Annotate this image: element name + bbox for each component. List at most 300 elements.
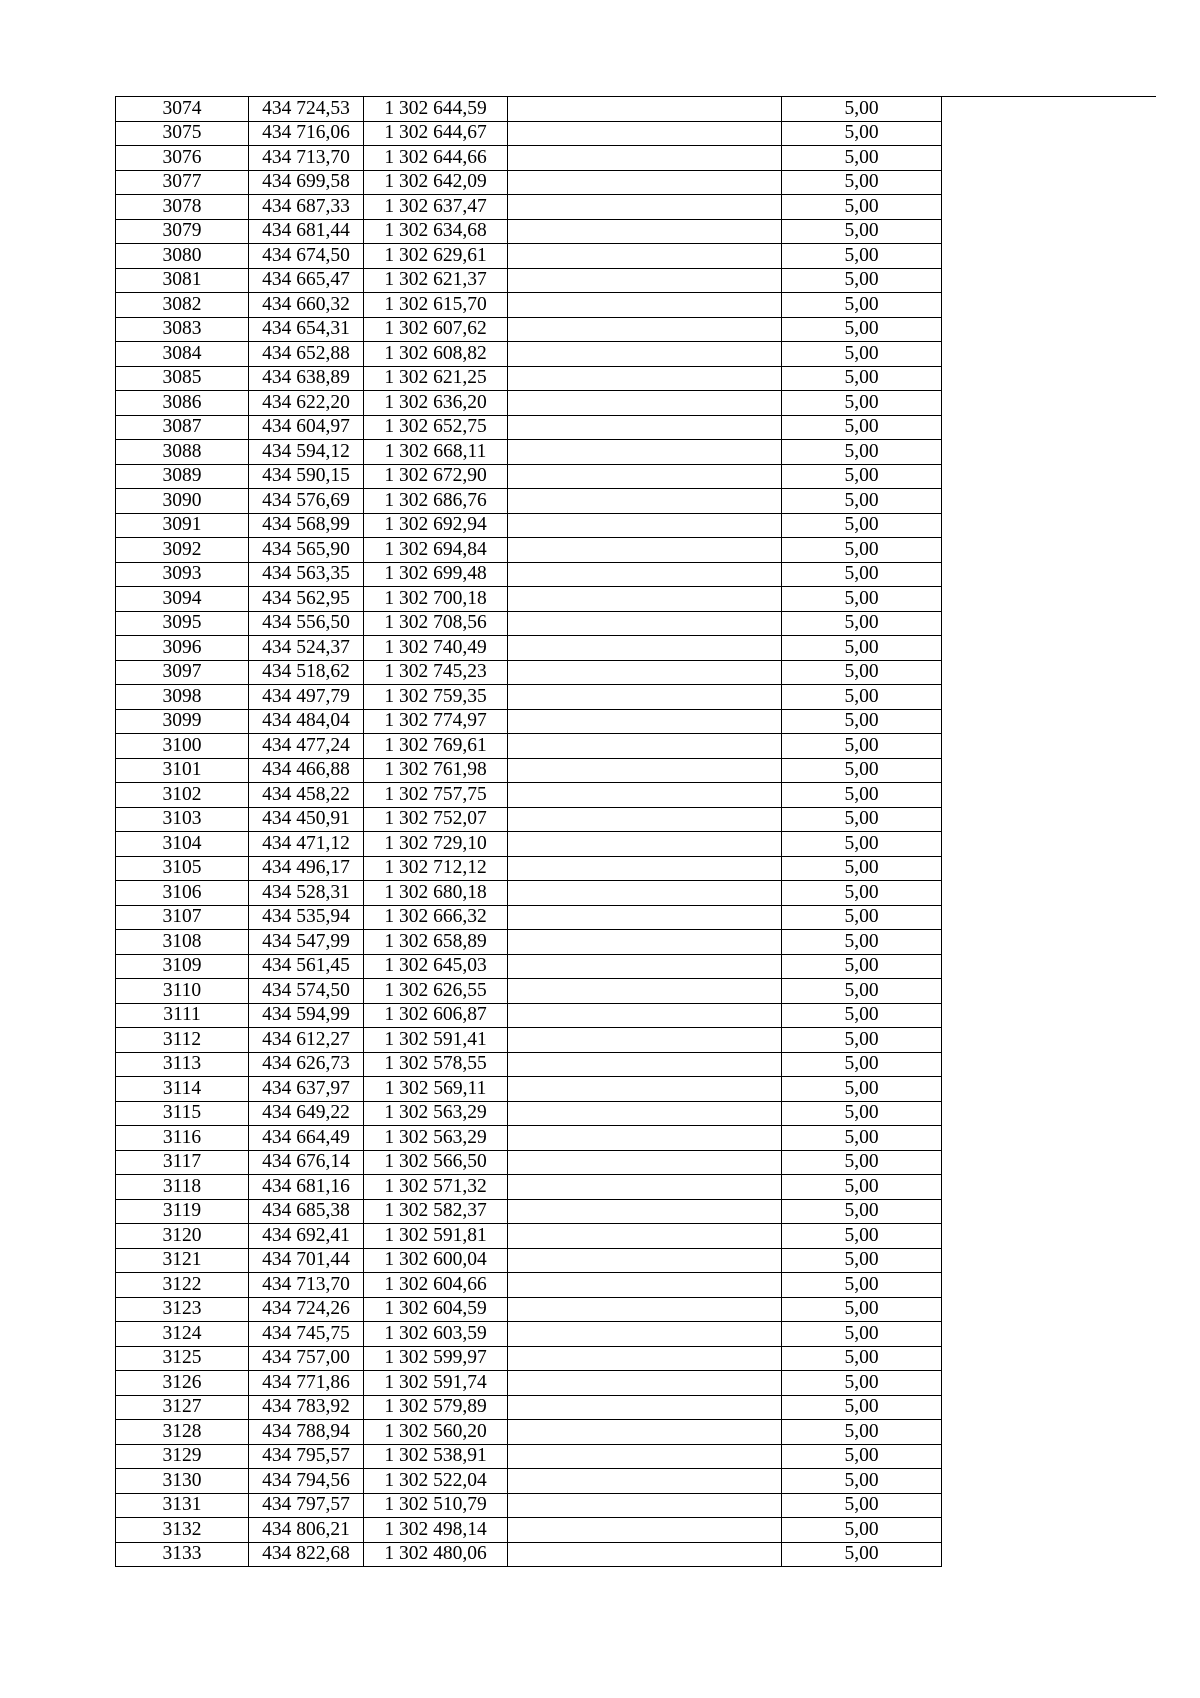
point-number-cell: 3076 (116, 146, 249, 171)
empty-merged-cell (942, 1052, 1157, 1077)
x-coordinate-cell: 434 637,97 (249, 1077, 364, 1102)
point-number-cell: 3096 (116, 636, 249, 661)
value-cell: 5,00 (782, 758, 942, 783)
y-coordinate-cell: 1 302 672,90 (364, 464, 508, 489)
empty-cell (508, 366, 782, 391)
empty-cell (508, 1322, 782, 1347)
y-coordinate-cell: 1 302 666,32 (364, 905, 508, 930)
point-number-cell: 3107 (116, 905, 249, 930)
table-row (116, 538, 1157, 563)
table-row (116, 121, 1157, 146)
value-cell: 5,00 (782, 538, 942, 563)
value-cell: 5,00 (782, 1297, 942, 1322)
y-coordinate-cell: 1 302 606,87 (364, 1003, 508, 1028)
table-row (116, 1371, 1157, 1396)
y-coordinate-cell: 1 302 652,75 (364, 415, 508, 440)
y-coordinate-cell: 1 302 522,04 (364, 1469, 508, 1494)
x-coordinate-cell: 434 562,95 (249, 587, 364, 612)
empty-merged-cell (942, 930, 1157, 955)
point-number-cell: 3092 (116, 538, 249, 563)
table-row (116, 832, 1157, 857)
point-number-cell: 3082 (116, 293, 249, 318)
empty-merged-cell (942, 660, 1157, 685)
table-row (116, 783, 1157, 808)
value-cell: 5,00 (782, 366, 942, 391)
empty-cell (508, 268, 782, 293)
empty-cell (508, 660, 782, 685)
value-cell: 5,00 (782, 489, 942, 514)
point-number-cell: 3087 (116, 415, 249, 440)
y-coordinate-cell: 1 302 621,25 (364, 366, 508, 391)
x-coordinate-cell: 434 477,24 (249, 734, 364, 759)
x-coordinate-cell: 434 676,14 (249, 1150, 364, 1175)
value-cell: 5,00 (782, 1420, 942, 1445)
value-cell: 5,00 (782, 1493, 942, 1518)
table-row (116, 1493, 1157, 1518)
table-row (116, 97, 1157, 122)
empty-cell (508, 244, 782, 269)
empty-merged-cell (942, 905, 1157, 930)
document-page (115, 96, 1156, 1597)
table-row (116, 342, 1157, 367)
point-number-cell: 3097 (116, 660, 249, 685)
point-number-cell: 3126 (116, 1371, 249, 1396)
table-row (116, 1028, 1157, 1053)
value-cell: 5,00 (782, 415, 942, 440)
empty-cell (508, 391, 782, 416)
x-coordinate-cell: 434 466,88 (249, 758, 364, 783)
empty-cell (508, 97, 782, 122)
y-coordinate-cell: 1 302 591,81 (364, 1224, 508, 1249)
table-row (116, 1395, 1157, 1420)
empty-merged-cell (942, 146, 1157, 171)
table-row (116, 1175, 1157, 1200)
point-number-cell: 3116 (116, 1126, 249, 1151)
y-coordinate-cell: 1 302 600,04 (364, 1248, 508, 1273)
table-row (116, 660, 1157, 685)
point-number-cell: 3106 (116, 881, 249, 906)
y-coordinate-cell: 1 302 774,97 (364, 709, 508, 734)
value-cell: 5,00 (782, 1052, 942, 1077)
value-cell: 5,00 (782, 1444, 942, 1469)
value-cell: 5,00 (782, 1003, 942, 1028)
empty-merged-cell (942, 219, 1157, 244)
y-coordinate-cell: 1 302 615,70 (364, 293, 508, 318)
empty-merged-cell (942, 587, 1157, 612)
value-cell: 5,00 (782, 464, 942, 489)
empty-merged-cell (942, 1371, 1157, 1396)
table-row (116, 1003, 1157, 1028)
y-coordinate-cell: 1 302 538,91 (364, 1444, 508, 1469)
y-coordinate-cell: 1 302 644,66 (364, 146, 508, 171)
x-coordinate-cell: 434 681,44 (249, 219, 364, 244)
y-coordinate-cell: 1 302 757,75 (364, 783, 508, 808)
empty-cell (508, 1175, 782, 1200)
table-row (116, 611, 1157, 636)
value-cell: 5,00 (782, 954, 942, 979)
empty-cell (508, 905, 782, 930)
table-row (116, 1101, 1157, 1126)
empty-merged-cell (942, 268, 1157, 293)
empty-merged-cell (942, 1248, 1157, 1273)
value-cell: 5,00 (782, 709, 942, 734)
empty-merged-cell (942, 807, 1157, 832)
empty-merged-cell (942, 881, 1157, 906)
empty-merged-cell (942, 97, 1157, 122)
empty-cell (508, 1273, 782, 1298)
empty-merged-cell (942, 464, 1157, 489)
point-number-cell: 3102 (116, 783, 249, 808)
table-row (116, 856, 1157, 881)
table-row (116, 170, 1157, 195)
empty-merged-cell (942, 293, 1157, 318)
empty-cell (508, 783, 782, 808)
empty-cell (508, 832, 782, 857)
empty-cell (508, 1248, 782, 1273)
y-coordinate-cell: 1 302 645,03 (364, 954, 508, 979)
empty-cell (508, 562, 782, 587)
value-cell: 5,00 (782, 440, 942, 465)
x-coordinate-cell: 434 594,99 (249, 1003, 364, 1028)
x-coordinate-cell: 434 797,57 (249, 1493, 364, 1518)
value-cell: 5,00 (782, 1199, 942, 1224)
point-number-cell: 3109 (116, 954, 249, 979)
y-coordinate-cell: 1 302 629,61 (364, 244, 508, 269)
empty-merged-cell (942, 1322, 1157, 1347)
empty-merged-cell (942, 636, 1157, 661)
y-coordinate-cell: 1 302 644,59 (364, 97, 508, 122)
point-number-cell: 3080 (116, 244, 249, 269)
value-cell: 5,00 (782, 930, 942, 955)
empty-merged-cell (942, 758, 1157, 783)
empty-cell (508, 317, 782, 342)
empty-cell (508, 1420, 782, 1445)
empty-merged-cell (942, 440, 1157, 465)
empty-cell (508, 146, 782, 171)
x-coordinate-cell: 434 622,20 (249, 391, 364, 416)
value-cell: 5,00 (782, 1077, 942, 1102)
x-coordinate-cell: 434 528,31 (249, 881, 364, 906)
table-body (116, 97, 1157, 1567)
empty-cell (508, 1101, 782, 1126)
empty-merged-cell (942, 1150, 1157, 1175)
empty-merged-cell (942, 562, 1157, 587)
point-number-cell: 3129 (116, 1444, 249, 1469)
y-coordinate-cell: 1 302 692,94 (364, 513, 508, 538)
table-row (116, 1297, 1157, 1322)
value-cell: 5,00 (782, 1150, 942, 1175)
table-row (116, 1542, 1157, 1567)
empty-merged-cell (942, 121, 1157, 146)
table-row (116, 146, 1157, 171)
empty-merged-cell (942, 415, 1157, 440)
point-number-cell: 3075 (116, 121, 249, 146)
x-coordinate-cell: 434 716,06 (249, 121, 364, 146)
empty-cell (508, 1395, 782, 1420)
point-number-cell: 3117 (116, 1150, 249, 1175)
empty-cell (508, 1346, 782, 1371)
empty-merged-cell (942, 734, 1157, 759)
empty-cell (508, 1052, 782, 1077)
value-cell: 5,00 (782, 807, 942, 832)
value-cell: 5,00 (782, 342, 942, 367)
empty-cell (508, 807, 782, 832)
x-coordinate-cell: 434 806,21 (249, 1518, 364, 1543)
x-coordinate-cell: 434 795,57 (249, 1444, 364, 1469)
point-number-cell: 3118 (116, 1175, 249, 1200)
x-coordinate-cell: 434 788,94 (249, 1420, 364, 1445)
point-number-cell: 3084 (116, 342, 249, 367)
y-coordinate-cell: 1 302 642,09 (364, 170, 508, 195)
empty-merged-cell (942, 342, 1157, 367)
y-coordinate-cell: 1 302 712,12 (364, 856, 508, 881)
table-row (116, 244, 1157, 269)
point-number-cell: 3094 (116, 587, 249, 612)
table-row (116, 391, 1157, 416)
y-coordinate-cell: 1 302 604,66 (364, 1273, 508, 1298)
empty-merged-cell (942, 1493, 1157, 1518)
point-number-cell: 3132 (116, 1518, 249, 1543)
value-cell: 5,00 (782, 1101, 942, 1126)
y-coordinate-cell: 1 302 708,56 (364, 611, 508, 636)
x-coordinate-cell: 434 652,88 (249, 342, 364, 367)
point-number-cell: 3099 (116, 709, 249, 734)
x-coordinate-cell: 434 471,12 (249, 832, 364, 857)
point-number-cell: 3115 (116, 1101, 249, 1126)
value-cell: 5,00 (782, 660, 942, 685)
table-row (116, 734, 1157, 759)
point-number-cell: 3090 (116, 489, 249, 514)
empty-merged-cell (942, 954, 1157, 979)
x-coordinate-cell: 434 822,68 (249, 1542, 364, 1567)
value-cell: 5,00 (782, 832, 942, 857)
empty-merged-cell (942, 170, 1157, 195)
empty-merged-cell (942, 391, 1157, 416)
empty-merged-cell (942, 832, 1157, 857)
coordinates-table (115, 96, 1156, 1567)
point-number-cell: 3127 (116, 1395, 249, 1420)
value-cell: 5,00 (782, 783, 942, 808)
table-row (116, 1346, 1157, 1371)
empty-merged-cell (942, 317, 1157, 342)
value-cell: 5,00 (782, 734, 942, 759)
y-coordinate-cell: 1 302 603,59 (364, 1322, 508, 1347)
point-number-cell: 3125 (116, 1346, 249, 1371)
y-coordinate-cell: 1 302 761,98 (364, 758, 508, 783)
y-coordinate-cell: 1 302 582,37 (364, 1199, 508, 1224)
point-number-cell: 3100 (116, 734, 249, 759)
empty-cell (508, 513, 782, 538)
table-row (116, 1150, 1157, 1175)
table-row (116, 1469, 1157, 1494)
point-number-cell: 3098 (116, 685, 249, 710)
point-number-cell: 3089 (116, 464, 249, 489)
value-cell: 5,00 (782, 562, 942, 587)
point-number-cell: 3074 (116, 97, 249, 122)
table-row (116, 464, 1157, 489)
value-cell: 5,00 (782, 1346, 942, 1371)
empty-cell (508, 219, 782, 244)
value-cell: 5,00 (782, 391, 942, 416)
point-number-cell: 3120 (116, 1224, 249, 1249)
point-number-cell: 3083 (116, 317, 249, 342)
value-cell: 5,00 (782, 1126, 942, 1151)
empty-cell (508, 1199, 782, 1224)
x-coordinate-cell: 434 576,69 (249, 489, 364, 514)
x-coordinate-cell: 434 649,22 (249, 1101, 364, 1126)
y-coordinate-cell: 1 302 644,67 (364, 121, 508, 146)
empty-cell (508, 1444, 782, 1469)
empty-merged-cell (942, 1420, 1157, 1445)
empty-cell (508, 464, 782, 489)
value-cell: 5,00 (782, 317, 942, 342)
value-cell: 5,00 (782, 587, 942, 612)
point-number-cell: 3130 (116, 1469, 249, 1494)
empty-merged-cell (942, 979, 1157, 1004)
empty-merged-cell (942, 1077, 1157, 1102)
table-row (116, 440, 1157, 465)
point-number-cell: 3110 (116, 979, 249, 1004)
value-cell: 5,00 (782, 881, 942, 906)
y-coordinate-cell: 1 302 700,18 (364, 587, 508, 612)
table-row (116, 636, 1157, 661)
y-coordinate-cell: 1 302 604,59 (364, 1297, 508, 1322)
point-number-cell: 3091 (116, 513, 249, 538)
y-coordinate-cell: 1 302 563,29 (364, 1126, 508, 1151)
empty-cell (508, 611, 782, 636)
table-row (116, 930, 1157, 955)
x-coordinate-cell: 434 594,12 (249, 440, 364, 465)
x-coordinate-cell: 434 794,56 (249, 1469, 364, 1494)
point-number-cell: 3085 (116, 366, 249, 391)
table-row (116, 1248, 1157, 1273)
x-coordinate-cell: 434 450,91 (249, 807, 364, 832)
value-cell: 5,00 (782, 1518, 942, 1543)
empty-cell (508, 881, 782, 906)
empty-cell (508, 342, 782, 367)
point-number-cell: 3114 (116, 1077, 249, 1102)
table-row (116, 1052, 1157, 1077)
point-number-cell: 3103 (116, 807, 249, 832)
empty-merged-cell (942, 1518, 1157, 1543)
point-number-cell: 3133 (116, 1542, 249, 1567)
x-coordinate-cell: 434 724,26 (249, 1297, 364, 1322)
x-coordinate-cell: 434 561,45 (249, 954, 364, 979)
y-coordinate-cell: 1 302 563,29 (364, 1101, 508, 1126)
x-coordinate-cell: 434 565,90 (249, 538, 364, 563)
empty-merged-cell (942, 1395, 1157, 1420)
empty-merged-cell (942, 244, 1157, 269)
empty-cell (508, 1126, 782, 1151)
table-row (116, 317, 1157, 342)
table-row (116, 268, 1157, 293)
value-cell: 5,00 (782, 1224, 942, 1249)
point-number-cell: 3093 (116, 562, 249, 587)
y-coordinate-cell: 1 302 621,37 (364, 268, 508, 293)
empty-cell (508, 856, 782, 881)
point-number-cell: 3122 (116, 1273, 249, 1298)
y-coordinate-cell: 1 302 480,06 (364, 1542, 508, 1567)
y-coordinate-cell: 1 302 510,79 (364, 1493, 508, 1518)
point-number-cell: 3121 (116, 1248, 249, 1273)
empty-merged-cell (942, 1126, 1157, 1151)
table-row (116, 366, 1157, 391)
empty-merged-cell (942, 1444, 1157, 1469)
empty-cell (508, 1518, 782, 1543)
table-row (116, 415, 1157, 440)
value-cell: 5,00 (782, 97, 942, 122)
x-coordinate-cell: 434 757,00 (249, 1346, 364, 1371)
empty-merged-cell (942, 709, 1157, 734)
value-cell: 5,00 (782, 905, 942, 930)
value-cell: 5,00 (782, 268, 942, 293)
empty-merged-cell (942, 1469, 1157, 1494)
table-row (116, 954, 1157, 979)
value-cell: 5,00 (782, 146, 942, 171)
empty-merged-cell (942, 1101, 1157, 1126)
table-row (116, 1077, 1157, 1102)
empty-merged-cell (942, 1273, 1157, 1298)
point-number-cell: 3111 (116, 1003, 249, 1028)
table-row (116, 489, 1157, 514)
y-coordinate-cell: 1 302 498,14 (364, 1518, 508, 1543)
x-coordinate-cell: 434 612,27 (249, 1028, 364, 1053)
x-coordinate-cell: 434 783,92 (249, 1395, 364, 1420)
y-coordinate-cell: 1 302 658,89 (364, 930, 508, 955)
empty-merged-cell (942, 611, 1157, 636)
y-coordinate-cell: 1 302 591,74 (364, 1371, 508, 1396)
table-row (116, 807, 1157, 832)
point-number-cell: 3078 (116, 195, 249, 220)
point-number-cell: 3108 (116, 930, 249, 955)
x-coordinate-cell: 434 692,41 (249, 1224, 364, 1249)
table-row (116, 758, 1157, 783)
empty-cell (508, 1150, 782, 1175)
x-coordinate-cell: 434 771,86 (249, 1371, 364, 1396)
point-number-cell: 3113 (116, 1052, 249, 1077)
y-coordinate-cell: 1 302 608,82 (364, 342, 508, 367)
empty-merged-cell (942, 1028, 1157, 1053)
empty-cell (508, 709, 782, 734)
x-coordinate-cell: 434 654,31 (249, 317, 364, 342)
empty-merged-cell (942, 1297, 1157, 1322)
value-cell: 5,00 (782, 513, 942, 538)
point-number-cell: 3077 (116, 170, 249, 195)
y-coordinate-cell: 1 302 752,07 (364, 807, 508, 832)
value-cell: 5,00 (782, 611, 942, 636)
x-coordinate-cell: 434 556,50 (249, 611, 364, 636)
empty-merged-cell (942, 1346, 1157, 1371)
point-number-cell: 3123 (116, 1297, 249, 1322)
point-number-cell: 3131 (116, 1493, 249, 1518)
x-coordinate-cell: 434 590,15 (249, 464, 364, 489)
x-coordinate-cell: 434 660,32 (249, 293, 364, 318)
y-coordinate-cell: 1 302 607,62 (364, 317, 508, 342)
empty-cell (508, 415, 782, 440)
empty-merged-cell (942, 513, 1157, 538)
y-coordinate-cell: 1 302 634,68 (364, 219, 508, 244)
point-number-cell: 3088 (116, 440, 249, 465)
value-cell: 5,00 (782, 219, 942, 244)
empty-merged-cell (942, 1199, 1157, 1224)
table-row (116, 1273, 1157, 1298)
x-coordinate-cell: 434 574,50 (249, 979, 364, 1004)
y-coordinate-cell: 1 302 560,20 (364, 1420, 508, 1445)
empty-cell (508, 636, 782, 661)
x-coordinate-cell: 434 458,22 (249, 783, 364, 808)
empty-merged-cell (942, 1542, 1157, 1567)
empty-cell (508, 930, 782, 955)
